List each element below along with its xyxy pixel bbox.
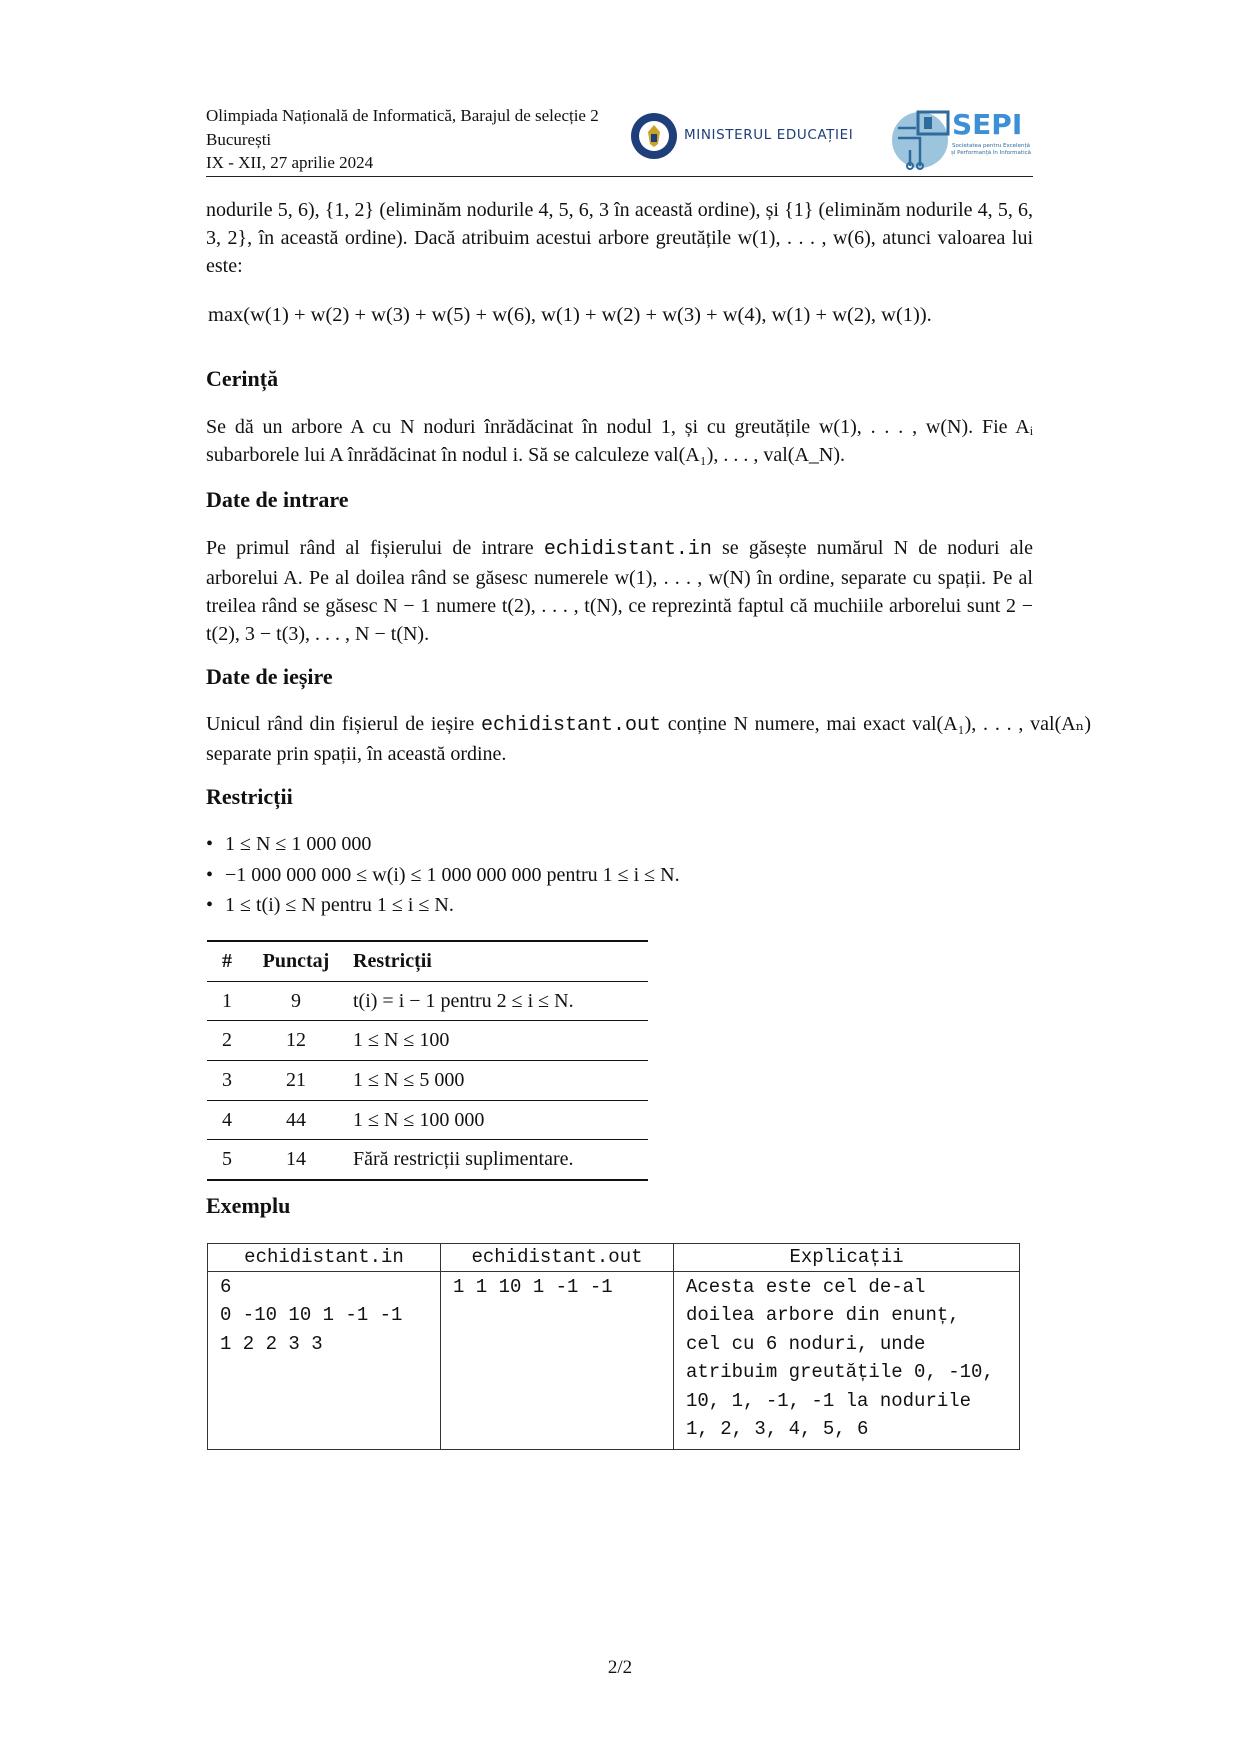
sepi-circuit-icon (890, 108, 960, 170)
government-seal-icon (630, 112, 678, 160)
page-number: 2/2 (607, 1657, 633, 1678)
section-title-input: Date de intrare (206, 487, 349, 512)
explanation-line: atribuim greutățile 0, -10, (686, 1361, 994, 1384)
example-header-row (208, 1244, 1020, 1272)
table-row (207, 981, 648, 1021)
cerinta-text: Se dă un arbore A cu N noduri înrădăcinat în nodul 1, și cu greutățile w(1), . . . , w(N). Fie Aᵢ subarborele lui A înrădăcinat în nodul i. Să se calculeze val(A₁), . . . , val(A_N). (206, 416, 1033, 466)
example-input (208, 1272, 441, 1450)
subtask-restriction: 1 ≤ N ≤ 100 (353, 1029, 450, 1052)
input-text (206, 534, 1033, 648)
example-explanation (674, 1272, 1020, 1450)
output-filename: echidistant.out (481, 714, 662, 737)
example-output (441, 1272, 674, 1450)
ministry-logo (630, 112, 854, 164)
section-title-restrictions: Restricții (206, 784, 293, 809)
subtask-number: 2 (222, 1029, 232, 1052)
col-header-number: # (222, 949, 232, 972)
output-line: 1 1 10 1 -1 -1 (453, 1276, 613, 1298)
sepi-logo (890, 108, 1030, 170)
input-line: 6 (220, 1276, 232, 1298)
header-competition: Olimpiada Națională de Informatică, Barajul de selecție 2 (206, 106, 599, 125)
subtask-restriction: 1 ≤ N ≤ 100 000 (353, 1108, 485, 1131)
table-row (207, 1021, 648, 1061)
sepi-subtitle: Societatea pentru Excelență și Performanță în Informatică (950, 143, 1031, 156)
intro-paragraph: nodurile 5, 6), {1, 2} (eliminăm nodurile 4, 5, 6, 3 în această ordine), și {1} (eliminăm nodurile 4, 5, 6, 3, 2}, în această ordine). Dacă atribuim acestui arbore greutățile w(1), . . . , w(6), atunci valoarea lui este: (206, 199, 1033, 277)
table-row (207, 1140, 648, 1180)
col-header-explanation: Explicații (674, 1244, 1020, 1272)
restriction-item: • −1 000 000 000 ≤ w(i) ≤ 1 000 000 000 pentru 1 ≤ i ≤ N. (206, 860, 680, 891)
explanation-line: 10, 1, -1, -1 la nodurile (686, 1389, 972, 1412)
output-text-end: conține N numere, mai exact val(A₁), . . . , val(Aₙ) separate prin spații, în această ordine. (206, 713, 1091, 765)
table-row (207, 1100, 648, 1140)
table-header-row (207, 941, 648, 981)
subtask-restriction: t(i) = i − 1 pentru 2 ≤ i ≤ N. (353, 989, 574, 1012)
value-formula: max(w(1) + w(2) + w(3) + w(5) + w(6), w(1) + w(2) + w(3) + w(4), w(1) + w(2), w(1)). (208, 304, 932, 326)
subtask-score: 21 (286, 1068, 306, 1091)
input-line: 0 -10 10 1 -1 -1 (220, 1304, 403, 1327)
output-text-start: Unicul rând din fișierul de ieșire (206, 713, 481, 735)
header-date: IX - XII, 27 aprilie 2024 (206, 153, 374, 172)
ministry-name: MINISTERUL EDUCAȚIEI (684, 127, 854, 143)
section-title-example: Exemplu (206, 1193, 291, 1218)
subtask-score: 9 (291, 989, 301, 1012)
col-header-restrictions: Restricții (353, 949, 432, 972)
input-filename: echidistant.in (543, 538, 712, 561)
explanation-line: cel cu 6 noduri, unde (686, 1332, 926, 1355)
subtask-number: 4 (222, 1108, 232, 1131)
explanation-line: doilea arbore din enunț, (686, 1304, 960, 1327)
input-line: 1 2 2 3 3 (220, 1332, 323, 1355)
col-header-score: Punctaj (262, 949, 330, 972)
section-title-output: Date de ieșire (206, 664, 333, 689)
sepi-name: SEPI (952, 108, 1023, 141)
section-title-cerinta: Cerință (206, 366, 279, 391)
subtask-restriction: 1 ≤ N ≤ 5 000 (353, 1068, 465, 1091)
explanation-line: 1, 2, 3, 4, 5, 6 (686, 1418, 869, 1441)
table-row (207, 1061, 648, 1101)
subtask-number: 5 (222, 1148, 232, 1171)
scoring-table (207, 940, 648, 1181)
input-text-end: se găsește numărul N de noduri ale arborelui A. Pe al doilea rând se găsesc numerele w(1), . . . , w(N) în ordine, separate cu spații. Pe al treilea rând se găsesc N − 1 numere t(2), . . . , t(N), ce reprezintă faptul că muchiile arborelui sunt 2 − t(2), 3 − t(3), . . . , N − t(N). (206, 537, 1033, 645)
subtask-score: 14 (286, 1148, 306, 1171)
example-row (208, 1272, 1020, 1450)
explanation-line: Acesta este cel de-al (686, 1276, 926, 1298)
input-text-start: Pe primul rând al fișierului de intrare (206, 537, 544, 559)
subtask-score: 12 (286, 1029, 306, 1052)
col-header-input: echidistant.in (208, 1244, 441, 1272)
document-header (206, 104, 599, 175)
subtask-number: 1 (222, 989, 232, 1012)
example-table (207, 1243, 1020, 1450)
restriction-item: • 1 ≤ N ≤ 1 000 000 (206, 829, 680, 860)
header-city: București (206, 129, 272, 149)
subtask-restriction: Fără restricții suplimentare. (353, 1148, 574, 1171)
subtask-score: 44 (286, 1108, 306, 1131)
subtask-number: 3 (222, 1068, 232, 1091)
restrictions-list (206, 829, 680, 921)
restriction-item: • 1 ≤ t(i) ≤ N pentru 1 ≤ i ≤ N. (206, 890, 680, 921)
col-header-output: echidistant.out (441, 1244, 674, 1272)
header-divider (206, 176, 1033, 177)
output-text (206, 710, 1091, 768)
